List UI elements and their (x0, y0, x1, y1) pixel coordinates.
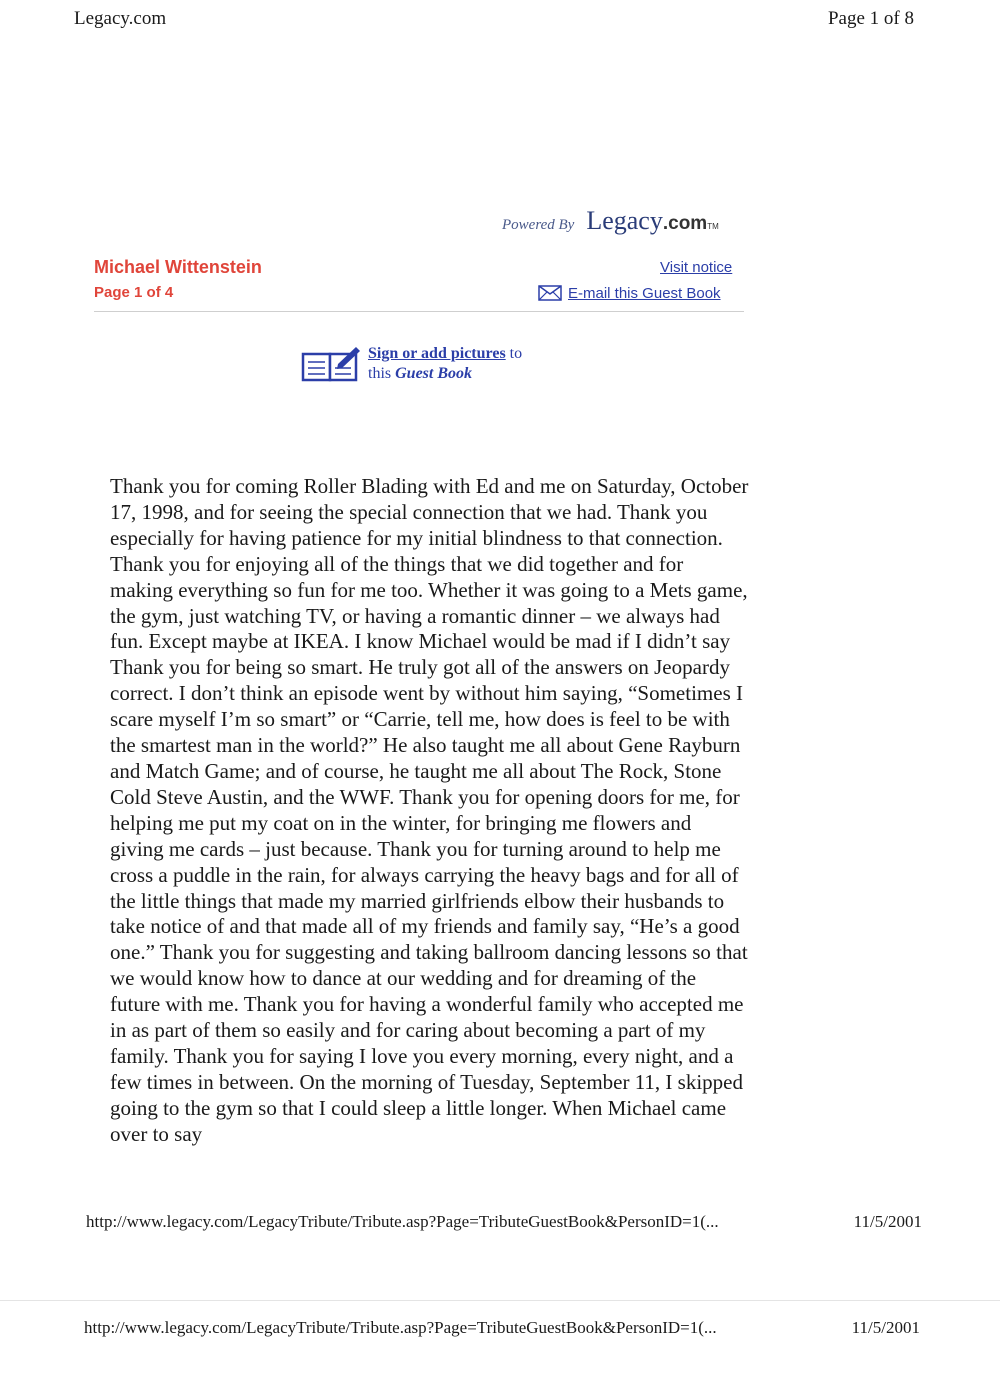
print-footer-url: http://www.legacy.com/LegacyTribute/Tribute.asp?Page=TributeGuestBook&PersonID=1(... (86, 1212, 719, 1231)
email-guest-book-label: E-mail this Guest Book (568, 285, 721, 302)
print-footer-date: 11/5/2001 (853, 1212, 922, 1231)
envelope-icon (538, 285, 562, 305)
guest-book-entry (110, 474, 750, 1148)
legacy-logo-suffix: .com (662, 213, 708, 234)
guest-book-icon[interactable] (300, 344, 362, 389)
guest-book-label: Guest Book (395, 365, 473, 382)
person-name: Michael Wittenstein (94, 257, 262, 277)
print-footer-date: 11/5/2001 (851, 1318, 920, 1337)
legacy-logo (586, 206, 718, 235)
sign-this-label: this (368, 365, 396, 382)
sign-to-label: to (505, 345, 523, 362)
powered-by-legacy[interactable] (502, 206, 719, 236)
email-guest-book-link[interactable] (538, 285, 721, 305)
entry-text: Thank you for coming Roller Blading with Ed and me on Saturday, October 17, 1998, and for seeing the special connection that we had. Thank you especially for having patience for my initial blindness to that connection. Thank you for enjoying all of the things that we did together and for making everything so fun for me too. Whether it was going to a Mets game, the gym, just watching TV, or having a romantic dinner – we always had fun. Except maybe at IKEA. I know Michael would be mad if I didn’t say Thank you for being so smart. He truly got all of the answers on Jeopardy correct. I don’t think an episode went by without him saying, “Sometimes I scare myself I’m so smart” or “Carrie, tell me, how does is feel to be with the smartest man in the world?” He also taught me all about Gene Rayburn and Match Game; and of course, he taught me all about The Rock, Stone Cold Steve Austin, and the WWF. Thank you for opening doors for me, for helping me put my coat on in the winter, for bringing me flowers and giving me cards – just because. Thank you for turning around to help me cross a puddle in the rain, for always carrying the heavy bags and for all of the little things that made my married girlfriends elbow their husbands to take notice of and that made all of my friends and family say, “He’s a good one.” Thank you for suggesting and taking ballroom dancing lessons so that we would know how to dance at our wedding and for dreaming of the future with me. Thank you for having a wonderful family who accepted me in as part of them so easily and for caring about becoming a part of my family. Thank you for saying I love you every morning, every night, and a few times in between. On the morning of Tuesday, September 11, I skipped going to the gym so that I could sleep a little longer. When Michael came over to say (110, 474, 749, 1146)
guestbook-page-count: Page 1 of 4 (94, 284, 174, 301)
print-header-site: Legacy.com (74, 8, 167, 29)
sign-guest-book-text (368, 344, 588, 384)
legacy-logo-text: Legacy (586, 206, 663, 235)
page-divider (0, 1300, 1000, 1301)
legacy-logo-tm: TM (707, 222, 719, 231)
powered-by-label: Powered By (502, 217, 575, 233)
header-divider (94, 311, 744, 312)
print-header-page-indicator: Page 1 of 8 (827, 8, 914, 29)
sign-add-pictures-link[interactable]: Sign or add pictures (368, 345, 506, 362)
visit-notice-link[interactable]: Visit notice (660, 259, 733, 276)
print-footer-url: http://www.legacy.com/LegacyTribute/Tribute.asp?Page=TributeGuestBook&PersonID=1(... (84, 1318, 717, 1337)
